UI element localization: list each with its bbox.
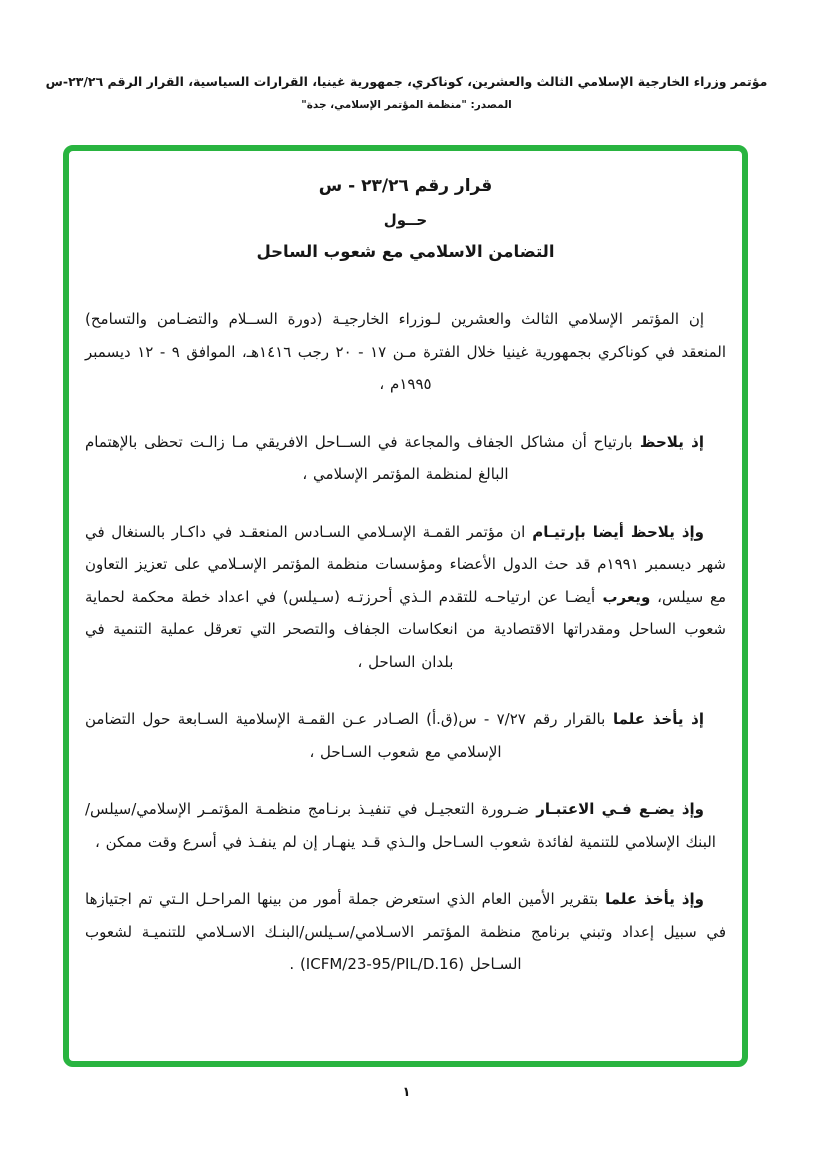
page-number: ١ (402, 1085, 411, 1100)
paragraph-lead-bold: ويعرب (595, 587, 651, 606)
paragraph-lead-bold: وإذ يأخذ علما (598, 890, 704, 908)
paragraph-lead-bold: وإذ يلاحظ أيضا بإرتيـام (525, 522, 704, 541)
resolution-body-text (85, 303, 726, 981)
resolution-title-block (85, 175, 726, 263)
green-highlight-frame (63, 145, 748, 1067)
resolution-paragraph (85, 793, 726, 858)
paragraph-lead-bold: إذ يأخذ علما (605, 710, 704, 728)
paragraph-text: ان مؤتمر القمـة الإسـلامي السـادس المنعقـد في داكـار بالسنغال في شهر ديسمبر ١٩٩١م قد حث الدول الأعضاء ومؤسسات منظمة المؤتمر الإسـلامي على تعزيز التعاون مع سيلس، (85, 522, 726, 606)
paragraph-text: أيضـا عن ارتياحـه للتقدم الـذي أحرزتـه (سـيلس) في اعداد خطة محكمة لحماية شعوب الساحل ومقدراتها الاقتصادية من انعكاسات الجفاف والتصحر التي تعرقل عملية التنمية في بلدان الساحل ، (85, 587, 726, 671)
header-citation-line: مؤتمر وزراء الخارجية الإسلامي الثالث والعشرين، كوناكري، جمهورية غينيا، القرارات السياسية، القرار الرقم ٢٣/٢٦-س (45, 74, 768, 89)
paragraph-lead-bold: إذ يلاحظ (632, 432, 704, 451)
resolution-paragraph (85, 883, 726, 981)
resolution-paragraph (85, 516, 726, 679)
resolution-paragraph (85, 703, 726, 768)
resolution-paragraph (85, 426, 726, 491)
paragraph-text: بالقرار رقم ٧/٢٧ - س(ق.أ) الصـادر عـن القمـة الإسلامية السـابعة حول التضامن الإسلامي مع شعوب السـاحل ، (85, 710, 606, 761)
resolution-number-title: قرار رقم ٢٣/٢٦ - س (318, 176, 493, 196)
header-source-line: المصدر: "منظمة المؤتمر الإسلامي، جدة" (301, 99, 512, 111)
document-source-header (0, 74, 813, 112)
paragraph-text: بتقرير الأمين العام الذي استعرض جملة أمور من بينها المراحـل الـتي تم اجتيازها في سبيل إعداد وتبني برنامج منظمة المؤتمر الاسـلامي/سـيلس/البنـك الاسـلامي للتنميـة لشعوب السـاحل (ICFM/23-95/PIL/D.16) . (85, 890, 726, 973)
paragraph-lead-bold: وإذ يضـع فـي الاعتبـار (529, 800, 704, 818)
resolution-about-word: حــول (383, 211, 428, 229)
resolution-paragraph (85, 303, 726, 401)
resolution-subject-title: التضامن الاسلامي مع شعوب الساحل (256, 242, 555, 261)
paragraph-text: ضـرورة التعجيـل في تنفيـذ برنـامج منظمـة المؤتمـر الإسلامي/سيلس/البنك الإسلامي للتنمية لفائدة شعوب السـاحل والـذي قـد ينهـار إن لم ينفـذ في أسرع وقت ممكن ، (85, 800, 716, 851)
paragraph-text: بارتياح أن مشاكل الجفاف والمجاعة في الســاحل الافريقي مـا زالـت تحظى بالإهتمام البالغ لمنظمة المؤتمر الإسلامي ، (85, 432, 633, 483)
paragraph-text: إن المؤتمر الإسلامي الثالث والعشرين لـوزراء الخارجيـة (دورة الســلام والتضـامن والتسامح) المنعقد في كوناكري بجمهورية غينيا خلال الفترة مـن ١٧ - ٢٠ رجب ١٤١٦هـ، الموافق ٩ - ١٢ ديسمبر ١٩٩٥م ، (85, 310, 726, 393)
